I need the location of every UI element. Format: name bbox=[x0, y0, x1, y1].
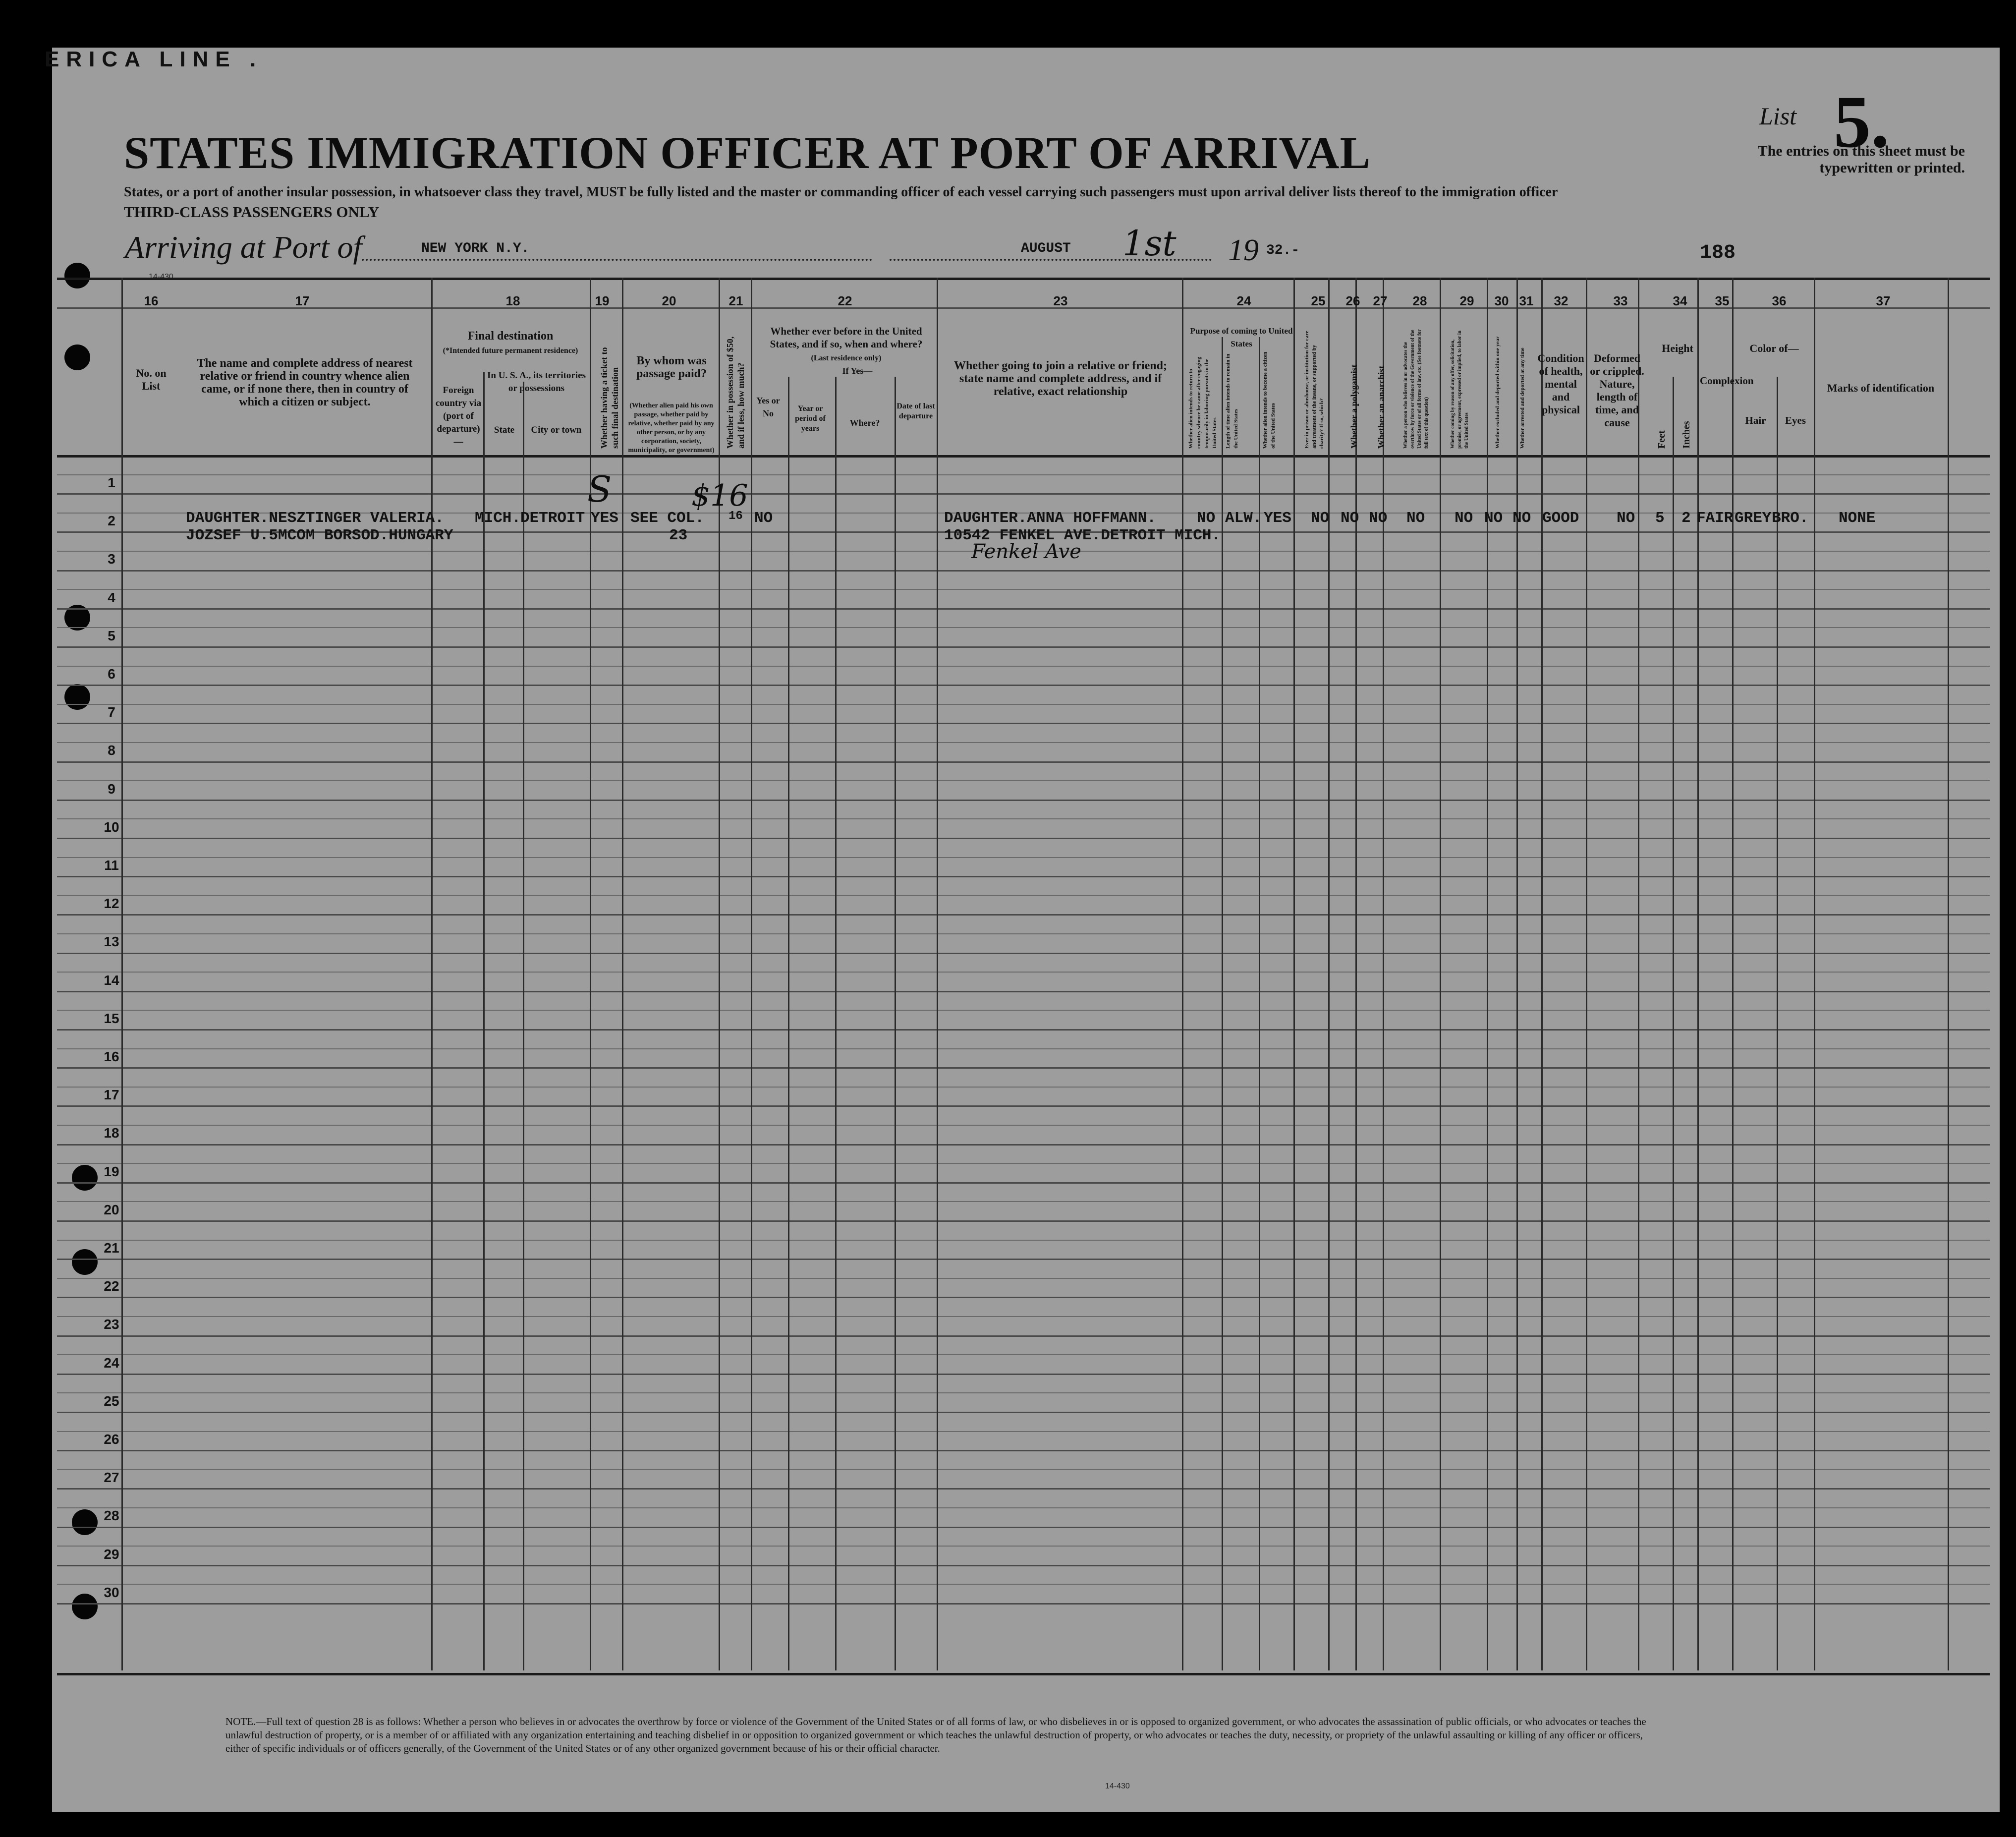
row-line bbox=[57, 914, 1990, 916]
row-subline bbox=[57, 1316, 1990, 1317]
port-line bbox=[362, 259, 872, 261]
header-polygamist: Whether a polygamist bbox=[1349, 364, 1359, 449]
row1-c30: NO bbox=[1484, 510, 1503, 527]
header-feet: Feet bbox=[1656, 430, 1667, 449]
row-line bbox=[57, 1374, 1990, 1375]
colnum-20: 20 bbox=[662, 293, 676, 308]
row-line bbox=[57, 1029, 1990, 1031]
row1-c27: NO bbox=[1369, 510, 1388, 527]
row-subline bbox=[57, 1546, 1990, 1547]
row1-c29: NO bbox=[1455, 510, 1473, 527]
row1-feet: 5 bbox=[1655, 510, 1665, 527]
row-number: 7 bbox=[108, 704, 115, 720]
colnum-28: 28 bbox=[1412, 293, 1427, 308]
row-number: 3 bbox=[108, 551, 115, 567]
arriving-label: Arriving at Port of bbox=[125, 230, 362, 265]
header-city: City or town bbox=[531, 425, 582, 435]
colnum-37: 37 bbox=[1876, 293, 1891, 308]
handwritten-address-correction: Fenkel Ave bbox=[971, 540, 1081, 563]
row1-before: NO bbox=[754, 510, 773, 527]
header-hair: Hair bbox=[1745, 414, 1766, 426]
list-note: The entries on this sheet must be typewritten or printed. bbox=[1757, 143, 1965, 176]
row-number: 19 bbox=[104, 1164, 119, 1179]
row-subline bbox=[57, 1507, 1990, 1508]
colnum-32: 32 bbox=[1554, 293, 1568, 308]
header-excluded: Whether excluded and deported within one year bbox=[1495, 336, 1501, 449]
row-line bbox=[57, 1105, 1990, 1107]
header-where: Where? bbox=[849, 418, 880, 428]
row-line bbox=[57, 953, 1990, 954]
colnum-26: 26 bbox=[1345, 293, 1360, 308]
colnum-31: 31 bbox=[1519, 293, 1534, 308]
page-number: 188 bbox=[1700, 242, 1736, 264]
colnum-24: 24 bbox=[1236, 293, 1251, 308]
header-ticket: Whether having a ticket to such final destination bbox=[599, 347, 620, 449]
header-final-destination-note: (*Intended future permanent residence) bbox=[443, 346, 578, 355]
row-line bbox=[57, 838, 1990, 839]
row-line bbox=[57, 493, 1990, 495]
row-subline bbox=[57, 742, 1990, 743]
row-line bbox=[57, 800, 1990, 801]
list-number: 5. bbox=[1834, 81, 1890, 163]
row-line bbox=[57, 1220, 1990, 1222]
page-title: STATES IMMIGRATION OFFICER AT PORT OF ARRIVAL bbox=[124, 127, 1371, 178]
row1-eyes: BRO. bbox=[1772, 510, 1809, 527]
row-subline bbox=[57, 1431, 1990, 1432]
colnum-18: 18 bbox=[505, 293, 520, 308]
row-number: 6 bbox=[108, 666, 115, 682]
row-number: 18 bbox=[104, 1125, 119, 1141]
row-subline bbox=[57, 972, 1990, 973]
row-number: 21 bbox=[104, 1240, 119, 1256]
month-value: AUGUST bbox=[1021, 241, 1071, 256]
row1-city: DETROIT bbox=[520, 510, 585, 527]
colnum-16: 16 bbox=[144, 293, 159, 308]
row-subline bbox=[57, 1392, 1990, 1393]
row1-return: NO bbox=[1197, 510, 1216, 527]
header-no-on-list: No. on List bbox=[136, 367, 167, 392]
row-line bbox=[57, 1259, 1990, 1260]
row-subline bbox=[57, 1163, 1990, 1164]
row1-length: ALW. bbox=[1225, 510, 1262, 527]
colnum-19: 19 bbox=[595, 293, 610, 308]
row-line bbox=[57, 570, 1990, 572]
row-line bbox=[57, 1067, 1990, 1069]
colnum-36: 36 bbox=[1772, 293, 1787, 308]
header-anarchist: Whether an anarchist bbox=[1376, 365, 1386, 449]
row-subline bbox=[57, 704, 1990, 705]
row-subline bbox=[57, 1048, 1990, 1049]
row-subline bbox=[57, 895, 1990, 896]
row1-passage: SEE COL. bbox=[630, 510, 704, 527]
colnum-30: 30 bbox=[1494, 293, 1509, 308]
row-line bbox=[57, 1488, 1990, 1490]
header-intends-citizen: Whether alien intends to become a citizen of the United States bbox=[1262, 351, 1276, 449]
handwritten-money-mark: $16 bbox=[691, 478, 748, 513]
class-note: THIRD-CLASS PASSENGERS ONLY bbox=[124, 203, 380, 221]
row1-ticket: YES bbox=[591, 510, 618, 527]
row1-joining: DAUGHTER.ANNA HOFFMANN. bbox=[944, 510, 1156, 527]
row-line bbox=[57, 1335, 1990, 1337]
row-subline bbox=[57, 1201, 1990, 1202]
header-going-to-join: Whether going to join a relative or friend; state name and complete address, and if relative, exact relationship bbox=[954, 359, 1167, 398]
row1-c25: NO bbox=[1311, 510, 1330, 527]
row-line bbox=[57, 876, 1990, 877]
header-intends-return: Whether alien intends to return to country whence he came after engaging temporarily in laboring pursuits in the United States bbox=[1188, 356, 1218, 449]
row-subline bbox=[57, 1125, 1990, 1126]
header-height: Height bbox=[1662, 342, 1693, 354]
row-line bbox=[57, 685, 1990, 686]
row-line bbox=[57, 1603, 1990, 1605]
header-health: Condition of health, mental and physical bbox=[1537, 352, 1584, 416]
row-number: 14 bbox=[104, 973, 119, 988]
header-year-period: Year or period of years bbox=[795, 404, 826, 433]
header-state: State bbox=[494, 425, 515, 435]
row-line bbox=[57, 1412, 1990, 1413]
row-number: 11 bbox=[104, 858, 119, 873]
row1-c26: NO bbox=[1341, 510, 1359, 527]
colnum-25: 25 bbox=[1311, 293, 1326, 308]
row-subline bbox=[57, 627, 1990, 628]
header-marks: Marks of identification bbox=[1827, 382, 1935, 394]
header-prison: Ever in prison or almshouse, or institution for care and treatment of the insane, or supported by charity? If so, which? bbox=[1304, 331, 1325, 449]
row-subline bbox=[57, 1278, 1990, 1279]
row-line bbox=[57, 723, 1990, 724]
row-line bbox=[57, 608, 1990, 610]
row-subline bbox=[57, 857, 1990, 858]
row-subline bbox=[57, 1010, 1990, 1011]
row-subline bbox=[57, 1240, 1990, 1241]
subtitle: States, or a port of another insular possession, in whatsoever class they travel, MUST be fully listed and the master or commanding officer of each vessel carrying such passengers must upon arrival deliver lists thereof to the immigration officer bbox=[124, 184, 1558, 200]
handwritten-ticket-mark: S bbox=[587, 468, 612, 510]
header-passage-paid: By whom was passage paid? bbox=[636, 354, 707, 380]
header-complexion: Complexion bbox=[1700, 375, 1754, 387]
day-value: 1st bbox=[1122, 223, 1176, 264]
row-subline bbox=[57, 1584, 1990, 1585]
colnum-17: 17 bbox=[295, 293, 310, 308]
row-number: 10 bbox=[104, 819, 119, 835]
row-line bbox=[57, 1297, 1990, 1298]
row-number: 4 bbox=[108, 590, 115, 605]
header-q29: Whether coming by reason of any offer, solicitation, promise, or agreement, expressed or implied, to labor in the United States bbox=[1450, 330, 1469, 449]
row-number: 26 bbox=[104, 1432, 119, 1447]
row-line bbox=[57, 646, 1990, 648]
manifest-table bbox=[57, 278, 1990, 1670]
row1-c28: NO bbox=[1406, 510, 1425, 527]
row-number: 16 bbox=[104, 1049, 119, 1064]
row-number: 15 bbox=[104, 1011, 119, 1026]
row-number: 22 bbox=[104, 1278, 119, 1294]
row-number: 28 bbox=[104, 1508, 119, 1523]
row-subline bbox=[57, 666, 1990, 667]
row-number: 1 bbox=[108, 475, 115, 490]
header-deformed: Deformed or crippled. Nature, length of time, and cause bbox=[1590, 352, 1644, 429]
row-number: 23 bbox=[104, 1317, 119, 1332]
footnote-q28: NOTE.—Full text of question 28 is as follows: Whether a person who believes in or advocates the overthrow by force or violence of the Government of the United States or of all forms of law, or who disbelieves in or is opposed to organized government, or who advocates the assassination of public officials, or who advocates or teaches the unlawful destruction of property, or is a member of or affiliated with any organization entertaining and teaching disbelief in or opposition to organized government or which teaches the unlawful destruction of property, or who advocates or teaches the duty, necessity, or propriety of the unlawful assaulting or killing of any officer or officers, either of specific individuals or of officers generally, of the Government of the United States or of any other organized government because of his or their official character. bbox=[225, 1716, 1646, 1754]
row2-relative: JOZSEF U.5MCOM BORSOD.HUNGARY bbox=[186, 527, 453, 544]
header-before-note: (Last residence only) bbox=[811, 354, 882, 362]
row1-relative: DAUGHTER.NESZTINGER VALERIA. bbox=[186, 510, 444, 527]
row-line bbox=[57, 1182, 1990, 1184]
header-passage-note: (Whether alien paid his own passage, whether paid by relative, whether paid by any other person, or by any corporation, society, municipality, or government) bbox=[628, 402, 715, 454]
row-number: 24 bbox=[104, 1355, 119, 1371]
row1-health: GOOD bbox=[1542, 510, 1579, 527]
row-number: 12 bbox=[104, 896, 119, 911]
header-inches: Inches bbox=[1681, 421, 1692, 449]
row-number: 30 bbox=[104, 1585, 119, 1600]
row1-hair: GREY bbox=[1735, 510, 1772, 527]
row-line bbox=[57, 1144, 1990, 1146]
header-color-of: Color of— bbox=[1749, 342, 1799, 354]
row1-deformed: NO bbox=[1617, 510, 1635, 527]
header-eyes: Eyes bbox=[1785, 414, 1806, 426]
row-subline bbox=[57, 1354, 1990, 1355]
header-q28: Whether a person who believes in or advocates the overthrow by force or violence of the Government of the United States or of all forms of law, etc. (See footnote for full text of this question) bbox=[1403, 329, 1429, 449]
list-label: List bbox=[1759, 102, 1797, 130]
row-subline bbox=[57, 933, 1990, 934]
row-line bbox=[57, 991, 1990, 992]
colnum-35: 35 bbox=[1715, 293, 1730, 308]
row-number: 9 bbox=[108, 781, 115, 797]
header-before-in-us: Whether ever before in the United States, and if so, when and where? bbox=[770, 325, 923, 350]
row1-money: 16 bbox=[728, 510, 743, 523]
header-in-usa: In U. S. A., its territories or possessions bbox=[487, 370, 586, 394]
row2-joining: 10542 FENKEL AVE.DETROIT MICH. bbox=[944, 527, 1221, 544]
row1-citizen: YES bbox=[1264, 510, 1291, 527]
row-subline bbox=[57, 474, 1990, 475]
row-number: 17 bbox=[104, 1087, 119, 1102]
shipping-line: ERICA LINE . bbox=[45, 47, 263, 71]
row2-passage: 23 bbox=[669, 527, 688, 544]
row1-state: MICH. bbox=[475, 510, 521, 527]
row-number: 25 bbox=[104, 1393, 119, 1409]
colnum-33: 33 bbox=[1613, 293, 1628, 308]
colnum-22: 22 bbox=[838, 293, 852, 308]
row1-c31: NO bbox=[1512, 510, 1531, 527]
year-prefix: 19 bbox=[1228, 233, 1259, 267]
row-subline bbox=[57, 780, 1990, 781]
header-final-destination: Final destination bbox=[467, 330, 554, 343]
year-suffix: 32.- bbox=[1266, 243, 1300, 258]
colnum-29: 29 bbox=[1459, 293, 1474, 308]
header-purpose: Purpose of coming to United States bbox=[1190, 326, 1293, 348]
colnum-27: 27 bbox=[1373, 293, 1388, 308]
row-number: 20 bbox=[104, 1202, 119, 1217]
row-number: 5 bbox=[108, 628, 115, 643]
colnum-34: 34 bbox=[1673, 293, 1687, 308]
row-line bbox=[57, 1527, 1990, 1528]
port-value: NEW YORK N.Y. bbox=[421, 241, 530, 256]
form-code-top: 14-430 bbox=[149, 273, 173, 281]
header-money: Whether in possession of $50, and if less, how much? bbox=[725, 336, 746, 449]
header-date-departure: Date of last departure bbox=[896, 402, 935, 420]
header-arrested: Whether arrested and deported at any time bbox=[1519, 347, 1525, 449]
header-foreign-country: Foreign country via (port of departure)— bbox=[435, 385, 482, 447]
row-subline bbox=[57, 589, 1990, 590]
header-if-yes: If Yes— bbox=[842, 366, 873, 376]
row-number: 13 bbox=[104, 934, 119, 949]
row-line bbox=[57, 1450, 1990, 1451]
form-code-bottom: 14-430 bbox=[1105, 1782, 1130, 1790]
header-length-of-time: Length of time alien intends to remain in the United States bbox=[1225, 353, 1239, 449]
row-subline bbox=[57, 1469, 1990, 1470]
colnum-23: 23 bbox=[1053, 293, 1068, 308]
header-nearest-relative: The name and complete address of nearest relative or friend in country whence alien came, or if none there, then in country of which a citizen or subject. bbox=[197, 357, 413, 408]
row1-marks: NONE bbox=[1839, 510, 1876, 527]
row-line bbox=[57, 1565, 1990, 1566]
header-yes-no: Yes or No bbox=[756, 396, 780, 418]
row-subline bbox=[57, 1087, 1990, 1088]
row1-inches: 2 bbox=[1681, 510, 1691, 527]
row-number: 2 bbox=[108, 513, 115, 528]
row-number: 8 bbox=[108, 743, 115, 758]
row-number: 29 bbox=[104, 1547, 119, 1562]
row-subline bbox=[57, 818, 1990, 819]
row1-complexion: FAIR bbox=[1696, 510, 1734, 527]
row-line bbox=[57, 761, 1990, 763]
row-number: 27 bbox=[104, 1470, 119, 1485]
colnum-21: 21 bbox=[728, 293, 743, 308]
